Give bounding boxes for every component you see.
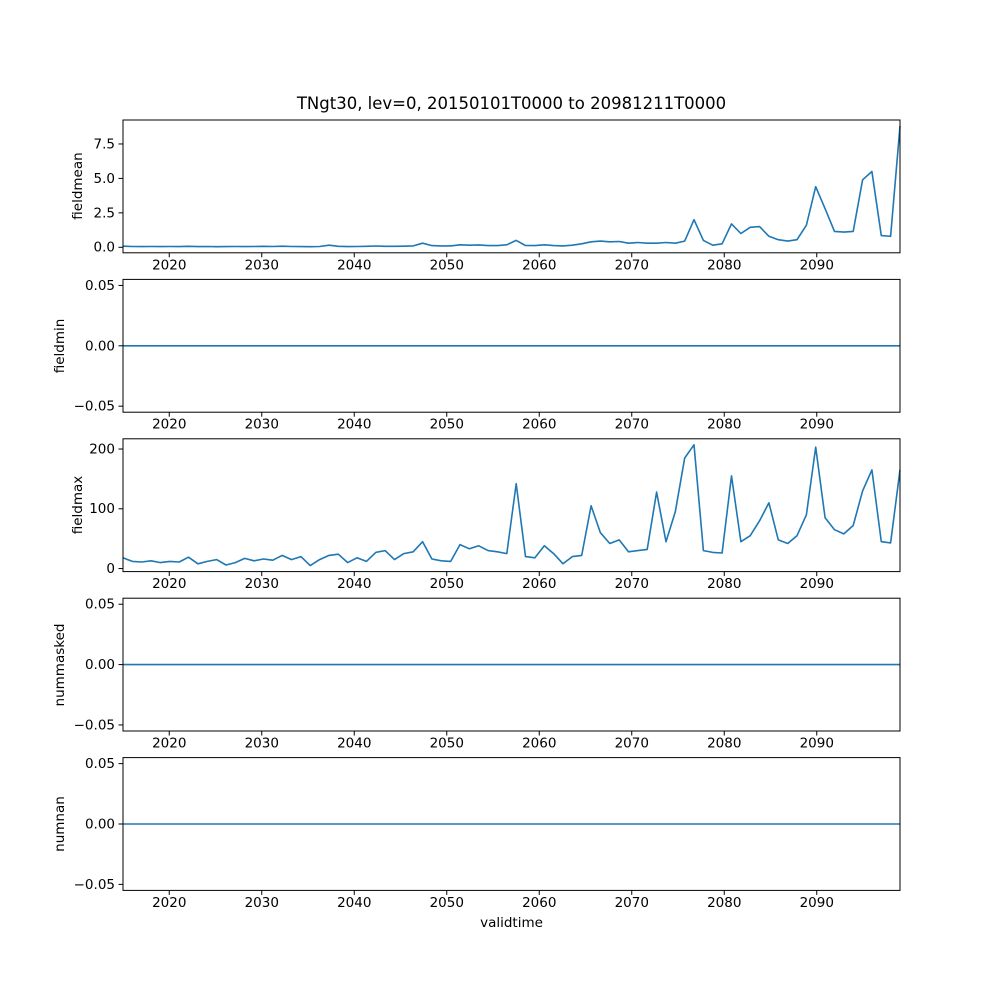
x-tick-label: 2050	[429, 735, 464, 752]
x-tick-label: 2030	[244, 257, 279, 274]
x-tick-label: 2090	[799, 735, 834, 752]
y-tick-label: 5.0	[93, 170, 115, 187]
y-tick-label: −0.05	[73, 876, 115, 893]
y-tick-label: 2.5	[93, 205, 115, 222]
y-tick-label: −0.05	[73, 398, 115, 415]
y-tick-label: 200	[89, 441, 115, 458]
y-tick-label: 0.05	[84, 756, 115, 773]
x-tick-label: 2020	[152, 257, 187, 274]
axes-frame-fieldmean	[123, 120, 900, 253]
ylabel-numnan: numnan	[52, 796, 68, 852]
x-tick-label: 2040	[337, 735, 372, 752]
x-tick-label: 2040	[337, 257, 372, 274]
y-tick-label: 100	[89, 501, 115, 518]
x-tick-label: 2050	[429, 257, 464, 274]
x-tick-label: 2050	[429, 894, 464, 911]
x-tick-label: 2030	[244, 735, 279, 752]
data-line-fieldmax	[123, 445, 900, 566]
x-tick-label: 2020	[152, 735, 187, 752]
x-tick-label: 2070	[614, 735, 649, 752]
x-tick-label: 2070	[614, 894, 649, 911]
y-tick-label: 0.00	[84, 816, 115, 833]
x-axis-label: validtime	[480, 915, 543, 931]
x-tick-label: 2050	[429, 576, 464, 593]
x-tick-label: 2070	[614, 576, 649, 593]
x-tick-label: 2090	[799, 576, 834, 593]
x-tick-label: 2060	[522, 257, 557, 274]
x-tick-label: 2070	[614, 257, 649, 274]
x-tick-label: 2020	[152, 894, 187, 911]
x-tick-label: 2080	[707, 257, 742, 274]
x-tick-label: 2030	[244, 576, 279, 593]
ylabel-fieldmin: fieldmin	[52, 318, 68, 374]
y-tick-label: 0.05	[84, 596, 115, 613]
x-tick-label: 2090	[799, 257, 834, 274]
figure-title: TNgt30, lev=0, 20150101T0000 to 20981211T0000	[296, 94, 727, 113]
x-tick-label: 2060	[522, 894, 557, 911]
x-tick-label: 2090	[799, 416, 834, 433]
y-tick-label: −0.05	[73, 717, 115, 734]
y-tick-label: 0.00	[84, 338, 115, 355]
x-tick-label: 2060	[522, 735, 557, 752]
y-tick-label: 7.5	[93, 136, 115, 153]
x-tick-label: 2060	[522, 576, 557, 593]
data-line-fieldmean	[123, 126, 900, 247]
x-tick-label: 2080	[707, 735, 742, 752]
ylabel-fieldmean: fieldmean	[70, 152, 86, 220]
x-tick-label: 2090	[799, 894, 834, 911]
x-tick-label: 2080	[707, 894, 742, 911]
x-tick-label: 2030	[244, 416, 279, 433]
x-tick-label: 2040	[337, 416, 372, 433]
x-tick-label: 2020	[152, 416, 187, 433]
x-tick-label: 2080	[707, 576, 742, 593]
x-tick-label: 2020	[152, 576, 187, 593]
axes-frame-fieldmax	[123, 439, 900, 572]
ylabel-nummasked: nummasked	[52, 623, 68, 707]
x-tick-label: 2030	[244, 894, 279, 911]
x-tick-label: 2040	[337, 894, 372, 911]
y-tick-label: 0.05	[84, 277, 115, 294]
y-tick-label: 0	[106, 561, 115, 578]
ylabel-fieldmax: fieldmax	[70, 475, 86, 535]
x-tick-label: 2080	[707, 416, 742, 433]
x-tick-label: 2060	[522, 416, 557, 433]
x-tick-label: 2040	[337, 576, 372, 593]
y-tick-label: 0.00	[84, 657, 115, 674]
x-tick-label: 2070	[614, 416, 649, 433]
x-tick-label: 2050	[429, 416, 464, 433]
y-tick-label: 0.0	[93, 239, 115, 256]
